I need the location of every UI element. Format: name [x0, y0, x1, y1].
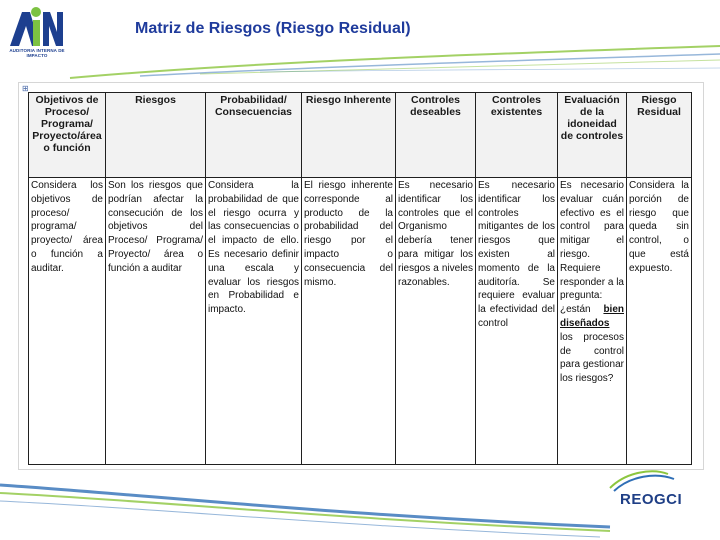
cell-controles-existentes: Es necesario identificar los controles mitigantes de los riesgos que existen al momento de la auditoría. Se requiere evaluar la efectividad del control [476, 178, 558, 465]
column-header-controles-existentes: Controles existentes [476, 93, 558, 178]
column-header-evaluacion: Evaluación de la idoneidad de controles [558, 93, 627, 178]
reogci-brand-text: REOGCI [620, 491, 683, 508]
evaluacion-text-after: los procesos de control para gestionar los riesgos? [560, 331, 624, 385]
risk-matrix-table [28, 92, 692, 465]
reogci-logo [606, 464, 706, 524]
page-title: Matriz de Riesgos (Riesgo Residual) [135, 20, 411, 37]
logo-caption: AUDITORIA INTERNA DE IMPACTO [9, 48, 65, 58]
column-header-controles-deseables: Controles deseables [396, 93, 476, 178]
evaluacion-text-before: Es necesario evaluar cuán efectivo es el control para mitigar el riesgo. Requiere responder a la pregunta: ¿están [560, 180, 624, 316]
embedded-object-icon: ⊞ [22, 84, 29, 93]
evaluacion-text-emphasis: bien diseñados [560, 304, 624, 329]
cell-evaluacion [558, 178, 627, 465]
reogci-logo-mark [606, 464, 706, 492]
column-header-riesgo-residual: Riesgo Residual [627, 93, 692, 178]
table-row [29, 178, 692, 465]
cell-riesgo-residual: Considera la porción de riesgo que queda sin control, o que está expuesto. [627, 178, 692, 465]
cell-objetivos: Considera los objetivos de proceso/ programa/ proyecto/ área o función a auditar. [29, 178, 106, 465]
cell-riesgo-inherente: El riesgo inherente corresponde al producto de la probabilidad del riesgo por el impacto o consecuencia del mismo. [302, 178, 396, 465]
column-header-probabilidad: Probabilidad/ Consecuencias [206, 93, 302, 178]
cell-riesgos: Son los riesgos que podrían afectar la consecución de los objetivos del Proceso/ Programa/ Proyecto/ área o función a auditar [106, 178, 206, 465]
risk-matrix-frame [18, 82, 704, 470]
column-header-riesgo-inherente: Riesgo Inherente [302, 93, 396, 178]
table-header-row [29, 93, 692, 178]
cell-controles-deseables: Es necesario identificar los controles que el Organismo debería tener para mitigar los riesgos a niveles razonables. [396, 178, 476, 465]
cell-probabilidad: Considera la probabilidad de que el riesgo ocurra y las consecuencias o el impacto de ello. Es necesario definir una escala y evaluar los riesgos en Probabilidad e impacto. [206, 178, 302, 465]
column-header-riesgos: Riesgos [106, 93, 206, 178]
column-header-objetivos: Objetivos de Proceso/ Programa/ Proyecto/área o función [29, 93, 106, 178]
